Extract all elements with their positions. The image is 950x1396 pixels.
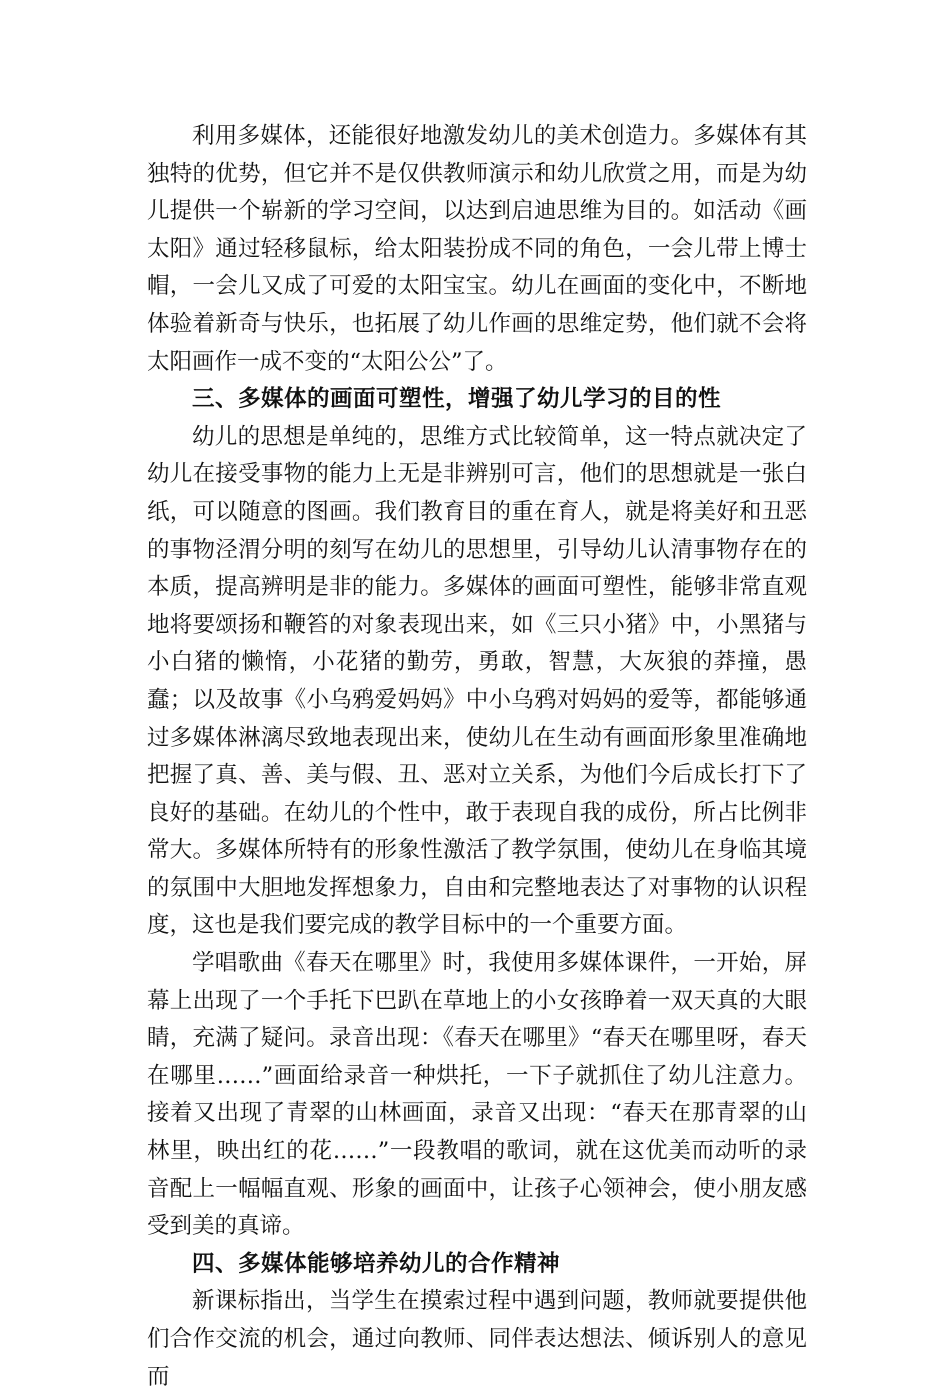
document-body [147,118,807,1396]
paragraph: 利用多媒体，还能很好地激发幼儿的美术创造力。多媒体有其独特的优势，但它并不是仅供教师演示和幼儿欣赏之用，而是为幼儿提供一个崭新的学习空间，以达到启迪思维为目的。如活动《画太阳》通过轻移鼠标，给太阳装扮成不同的角色，一会儿带上博士帽，一会儿又成了可爱的太阳宝宝。幼儿在画面的变化中，不断地体验着新奇与快乐，也拓展了幼儿作画的思维定势，他们就不会将太阳画作一成不变的“太阳公公”了。 [147,123,807,375]
section-heading: 三、多媒体的画面可塑性，增强了幼儿学习的目的性 [192,386,722,413]
paragraph: 幼儿的思想是单纯的，思维方式比较简单，这一特点就决定了幼儿在接受事物的能力上无是非辨别可言，他们的思想就是一张白纸，可以随意的图画。我们教育目的重在育人，就是将美好和丑恶的事物泾渭分明的刻写在幼儿的思想里，引导幼儿认清事物存在的本质，提高辨明是非的能力。多媒体的画面可塑性，能够非常直观地将要颂扬和鞭笞的对象表现出来，如《三只小猪》中，小黑猪与小白猪的懒惰，小花猪的勤劳，勇敢，智慧，大灰狼的莽撞，愚蠢；以及故事《小乌鸦爱妈妈》中小乌鸦对妈妈的爱等，都能够通过多媒体淋漓尽致地表现出来，使幼儿在生动有画面形象里准确地把握了真、善、美与假、丑、恶对立关系，为他们今后成长打下了良好的基础。在幼儿的个性中，敢于表现自我的成份，所占比例非常大。多媒体所特有的形象性激活了教学氛围，使幼儿在身临其境的氛围中大胆地发挥想象力，自由和完整地表达了对事物的认识程度，这也是我们要完成的教学目标中的一个重要方面。 [147,423,807,939]
paragraph: 学唱歌曲《春天在哪里》时，我使用多媒体课件，一开始，屏幕上出现了一个手托下巴趴在草地上的小女孩睁着一双天真的大眼睛，充满了疑问。录音出现：《春天在哪里》“春天在哪里呀，春天在哪里……”画面给录音一种烘托，一下子就抓住了幼儿注意力。接着又出现了青翠的山林画面，录音又出现：“春天在那青翠的山林里，映出红的花……”一段教唱的歌词，就在这优美而动听的录音配上一幅幅直观、形象的画面中，让孩子心领神会，使小朋友感受到美的真谛。 [147,950,807,1240]
section-heading: 四、多媒体能够培养幼儿的合作精神 [192,1250,561,1277]
paragraph: 新课标指出，当学生在摸索过程中遇到问题，教师就要提供他们合作交流的机会，通过向教师、同伴表达想法、倾诉别人的意见而 [147,1288,807,1390]
